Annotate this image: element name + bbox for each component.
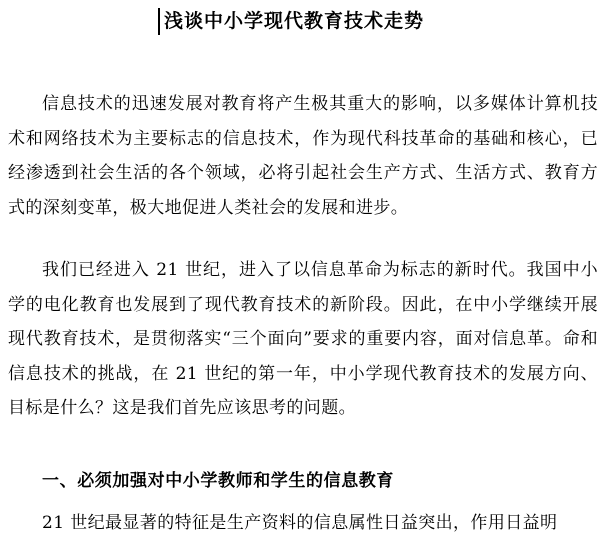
section-heading: 一、必须加强对中小学教师和学生的信息教育: [42, 471, 394, 491]
document-title: 浅谈中小学现代教育技术走势: [164, 10, 425, 32]
section-paragraph: 21 世纪最显著的特征是生产资料的信息属性日益突出，作用日益明: [42, 513, 558, 533]
paragraph-intro: 信息技术的迅速发展对教育将产生极其重大的影响，以多媒体计算机技术和网络技术为主要标志的信息技术，作为现代科技革命的基础和核心，已经渗透到社会生活的各个领域，必将引起社会生产方式、生活方式、教育方式的深刻变革，极大地促进人类社会的发展和进步。: [8, 94, 598, 218]
paragraph-21st-century: 我们已经进入 21 世纪，进入了以信息革命为标志的新时代。我国中小学的电化教育也发展到了现代教育技术的新阶段。因此，在中小学继续开展现代教育技术，是贯彻落实“三个面向”要求的重要内容，面对信息革。命和信息技术的挑战，在 21 世纪的第一年，中小学现代教育技术的发展方向、目标是什么？这是我们首先应该思考的问题。: [8, 260, 598, 419]
text-cursor: [158, 8, 160, 35]
